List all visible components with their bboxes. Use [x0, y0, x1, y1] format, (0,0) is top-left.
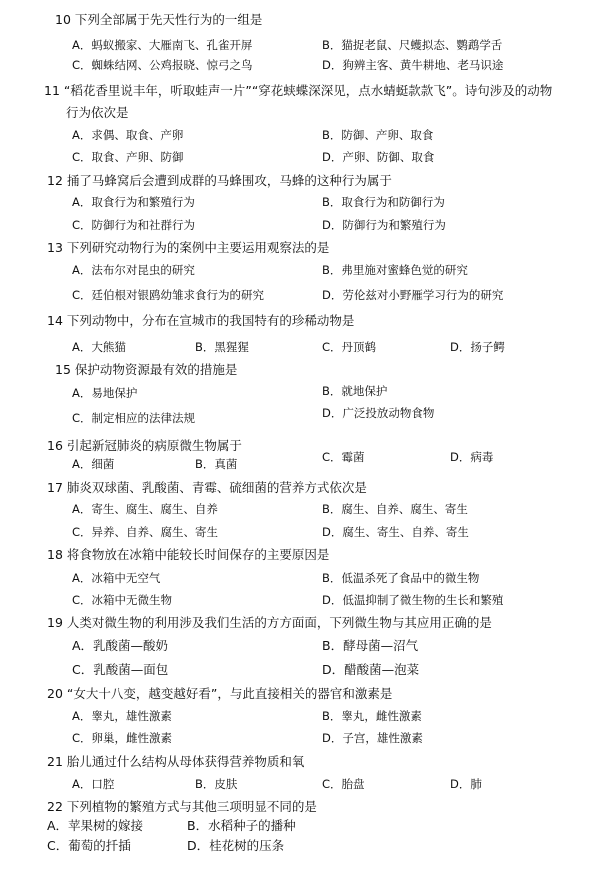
- question-17-option-a: A．寄生、腐生、腐生、自养: [72, 502, 218, 516]
- question-10-option-d: D．狗辨主客、黄牛耕地、老马识途: [322, 58, 504, 72]
- question-21-stem: 21 胎儿通过什么结构从母体获得营养物质和氧: [47, 754, 305, 769]
- question-18-stem: 18 将食物放在冰箱中能较长时间保存的主要原因是: [47, 547, 330, 562]
- question-16-option-b: B．真菌: [195, 457, 238, 471]
- question-12-option-d: D．防御行为和繁殖行为: [322, 218, 446, 232]
- question-19-option-a: A．乳酸菌—酸奶: [72, 638, 169, 653]
- question-21-option-c: C．胎盘: [322, 777, 365, 791]
- question-18-option-c: C．冰箱中无微生物: [72, 593, 173, 607]
- question-15-option-c: C．制定相应的法律法规: [72, 411, 196, 425]
- question-10-option-b: B．猫捉老鼠、尺蠖拟态、鹦鹉学舌: [322, 38, 503, 52]
- question-12-stem: 12 捅了马蜂窝后会遭到成群的马蜂围攻，马蜂的这种行为属于: [47, 173, 392, 188]
- question-11-option-c: C．取食、产卵、防御: [72, 150, 184, 164]
- question-16-option-d: D．病毒: [450, 450, 494, 464]
- question-18-option-d: D．低温抑制了微生物的生长和繁殖: [322, 593, 504, 607]
- question-16-stem: 16 引起新冠肺炎的病原微生物属于: [47, 438, 242, 453]
- question-19-stem: 19 人类对微生物的利用涉及我们生活的方方面面，下列微生物与其应用正确的是: [47, 615, 492, 630]
- question-14-option-b: B．黑猩猩: [195, 340, 249, 354]
- question-13-option-d: D．劳伦兹对小野雁学习行为的研究: [322, 288, 504, 302]
- question-20-option-b: B．睾丸，雌性激素: [322, 709, 422, 723]
- question-17-option-b: B．腐生、自养、腐生、寄生: [322, 502, 468, 516]
- question-14-option-a: A．大熊猫: [72, 340, 126, 354]
- question-15-option-a: A．易地保护: [72, 386, 138, 400]
- question-13-option-a: A．法布尔对昆虫的研究: [72, 263, 195, 277]
- question-15-option-b: B．就地保护: [322, 384, 388, 398]
- question-15-option-d: D．广泛投放动物食物: [322, 406, 435, 420]
- question-11-stem-continued: 行为依次是: [66, 105, 129, 120]
- question-20-option-a: A．睾丸，雄性激素: [72, 709, 172, 723]
- question-13-option-b: B．弗里施对蜜蜂色觉的研究: [322, 263, 468, 277]
- question-21-option-b: B．皮肤: [195, 777, 238, 791]
- question-11-option-d: D．产卵、防御、取食: [322, 150, 435, 164]
- question-19-option-d: D．醋酸菌—泡菜: [322, 662, 420, 677]
- question-12-option-a: A．取食行为和繁殖行为: [72, 195, 195, 209]
- question-17-option-d: D．腐生、寄生、自养、寄生: [322, 525, 469, 539]
- question-11-option-a: A．求偶、取食、产卵: [72, 128, 184, 142]
- question-12-option-c: C．防御行为和社群行为: [72, 218, 196, 232]
- question-17-option-c: C．异养、自养、腐生、寄生: [72, 525, 219, 539]
- question-14-option-d: D．扬子鳄: [450, 340, 505, 354]
- question-14-option-c: C．丹顶鹤: [322, 340, 377, 354]
- question-21-option-a: A．口腔: [72, 777, 115, 791]
- question-19-option-c: C．乳酸菌—面包: [72, 662, 169, 677]
- question-13-option-c: C．廷伯根对银鸥幼雏求食行为的研究: [72, 288, 265, 302]
- question-19-option-b: B．酵母菌—沼气: [322, 638, 419, 653]
- question-12-option-b: B．取食行为和防御行为: [322, 195, 445, 209]
- question-15-stem: 15 保护动物资源最有效的措施是: [55, 362, 238, 377]
- question-10-stem: 10 下列全部属于先天性行为的一组是: [55, 12, 263, 27]
- question-18-option-a: A．冰箱中无空气: [72, 571, 161, 585]
- question-10-option-c: C．蜘蛛结网、公鸡报晓、惊弓之鸟: [72, 58, 253, 72]
- question-22-option-c: C．葡萄的扦插: [47, 838, 131, 853]
- question-10-option-a: A．蚂蚁搬家、大雁南飞、孔雀开屏: [72, 38, 253, 52]
- question-22-option-d: D．桂花树的压条: [187, 838, 285, 853]
- question-16-option-c: C．霉菌: [322, 450, 365, 464]
- question-11-stem: 11 “稻花香里说丰年，听取蛙声一片”“穿花蛱蝶深深见，点水蜻蜓款款飞”。诗句涉及的动物: [44, 83, 553, 98]
- question-13-stem: 13 下列研究动物行为的案例中主要运用观察法的是: [47, 240, 330, 255]
- question-17-stem: 17 肺炎双球菌、乳酸菌、青霉、硫细菌的营养方式依次是: [47, 480, 367, 495]
- question-21-option-d: D．肺: [450, 777, 482, 791]
- question-22-stem: 22 下列植物的繁殖方式与其他三项明显不同的是: [47, 799, 317, 814]
- question-18-option-b: B．低温杀死了食品中的微生物: [322, 571, 480, 585]
- question-20-stem: 20 “女大十八变，越变越好看”，与此直接相关的器官和激素是: [47, 686, 393, 701]
- question-20-option-c: C．卵巢，雌性激素: [72, 731, 173, 745]
- question-22-option-b: B．水稻种子的播种: [187, 818, 296, 833]
- question-16-option-a: A．细菌: [72, 457, 115, 471]
- question-14-stem: 14 下列动物中，分布在宣城市的我国特有的珍稀动物是: [47, 313, 355, 328]
- question-22-option-a: A．苹果树的嫁接: [47, 818, 144, 833]
- question-11-option-b: B．防御、产卵、取食: [322, 128, 434, 142]
- question-20-option-d: D．子宫，雄性激素: [322, 731, 423, 745]
